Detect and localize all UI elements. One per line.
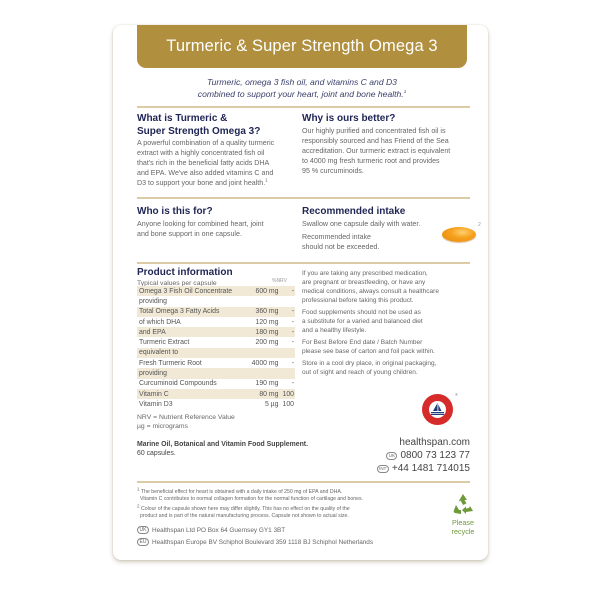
section-heading: Recommended intake xyxy=(302,206,406,217)
nutrient-amount: 190 mg xyxy=(255,380,279,388)
website-link[interactable]: healthspan.com xyxy=(399,437,470,448)
nutrient-nrv xyxy=(281,368,296,378)
supplement-description: Marine Oil, Botanical and Vitamin Food Supplement. 60 capsules. xyxy=(137,441,309,457)
advice-diet: Food supplements should not be used as a substitute for a varied and balanced diet and a healthy lifestyle. xyxy=(302,309,423,334)
divider xyxy=(137,106,470,108)
section-heading: Why is ours better? xyxy=(302,113,396,124)
advice-storage: Store in a cool dry place, in original packaging, out of sight and reach of young children. xyxy=(302,360,437,376)
nutrient-nrv: - xyxy=(291,380,294,388)
recycle-icon xyxy=(451,492,475,516)
advice-medication: If you are taking any prescribed medication, are pregnant or breastfeeding, or have any medical conditions, always consult a healthcare professional before taking this product. xyxy=(302,270,439,304)
nutrient-nrv: - xyxy=(291,318,294,326)
nutrient-name: and EPA xyxy=(137,327,245,337)
divider xyxy=(137,197,470,199)
nutrient-nrv xyxy=(281,348,296,358)
divider xyxy=(137,262,470,264)
footnote-2: $^2$ Colour of the capsule shown here may differ slightly. This has no effect on the quality of the product and is part of the natural manufacturing process. Capsule not shown to actual size. xyxy=(137,503,350,520)
section-who-for xyxy=(137,206,297,239)
nutrient-amount: 4000 mg xyxy=(251,359,279,367)
section-heading: Super Strength Omega 3? xyxy=(137,125,261,137)
section-body: Our highly purified and concentrated fish oil is responsibly sourced and has Friend of the Sea accreditation. Our turmeric extract is equivalent to 4000 mg fresh turmeric root and provides 95 % curcuminoids. xyxy=(302,126,451,175)
section-body: A powerful combination of a quality turmeric extract with a highly concentrated fish oil that's rich in the beneficial fatty acids DHA and EPA. We've also added vitamins C and D3 to support your bone and joint health.$^1$ xyxy=(137,139,275,187)
tagline xyxy=(137,76,467,100)
nutrient-amount: 360 mg xyxy=(245,307,280,317)
nutrient-amount xyxy=(245,348,280,358)
product-title-banner: Turmeric & Super Strength Omega 3 xyxy=(137,25,467,68)
nutrient-name: of which DHA xyxy=(139,318,181,326)
uk-badge-icon: UK xyxy=(137,526,149,534)
nrv-column-header: %NRV xyxy=(272,278,287,284)
nutrient-amount: 120 mg xyxy=(255,318,279,326)
footnote-1: $^1$ The beneficial effect for heart is obtained with a daily intake of 250 mg of EPA and DHA. Vitamin C contributes to normal collagen formation for the normal function of cartilage and bones. xyxy=(137,486,364,503)
tagline-line-1: Turmeric, omega 3 fish oil, and vitamins C and D3 xyxy=(207,77,397,87)
international-phone[interactable]: INT +44 1481 714015 xyxy=(377,463,470,474)
nutrient-nrv: 100 xyxy=(282,400,294,408)
nutrient-amount xyxy=(245,368,280,378)
address-uk: UK Healthspan Ltd PO Box 64 Guernsey GY1 3BT xyxy=(137,526,285,534)
nutrition-table xyxy=(137,286,295,410)
nutrient-amount: 200 mg xyxy=(255,339,279,347)
section-body: Anyone looking for combined heart, joint and bone support in one capsule. xyxy=(137,219,264,238)
advice-text xyxy=(302,269,472,377)
product-info-subheading: Typical values per capsule xyxy=(137,279,217,287)
nutrient-name: Vitamin D3 xyxy=(139,400,173,408)
nutrient-name: Curcuminoid Compounds xyxy=(139,380,217,388)
section-heading: Who is this for? xyxy=(137,206,213,217)
nutrient-amount: 180 mg xyxy=(245,327,280,337)
capsule-image xyxy=(442,227,476,242)
nutrition-row xyxy=(137,337,295,347)
nutrient-nrv: - xyxy=(291,339,294,347)
uk-phone[interactable]: UK 0800 73 123 77 xyxy=(386,450,470,461)
nutrition-row xyxy=(137,286,295,296)
section-what-is xyxy=(137,113,297,188)
nutrient-name: Vitamin C xyxy=(137,389,245,399)
divider xyxy=(137,481,470,483)
nutrient-name: providing xyxy=(139,297,167,305)
nutrient-name: providing xyxy=(137,368,245,378)
address-eu: EU Healthspan Europe BV Schiphol Boulevard 359 1118 BJ Schiphol Netherlands xyxy=(137,538,373,546)
product-info-header xyxy=(137,267,233,288)
nutrient-nrv: - xyxy=(281,286,296,296)
nutrient-nrv: 100 xyxy=(282,390,294,398)
nutrition-row xyxy=(137,389,295,399)
nutrition-row xyxy=(137,379,295,389)
nutrient-nrv: - xyxy=(281,327,296,337)
nutrient-amount: 5 µg xyxy=(264,400,279,408)
nutrition-row xyxy=(137,317,295,327)
table-legend: NRV = Nutrient Reference Value µg = micrograms xyxy=(137,414,235,430)
nutrition-row xyxy=(137,368,295,378)
nutrient-name: Total Omega 3 Fatty Acids xyxy=(137,307,245,317)
advice-best-before: For Best Before End date / Batch Number please see base of carton and foil pack within. xyxy=(302,339,435,355)
section-why-better xyxy=(302,113,472,176)
recycle-badge: Please recycle xyxy=(438,492,488,536)
nutrition-row xyxy=(137,307,295,317)
nutrition-row xyxy=(137,327,295,337)
nutrient-amount: 80 mg xyxy=(245,389,280,399)
tagline-line-2: combined to support your heart, joint and bone health.$^1$ xyxy=(197,89,407,99)
friend-of-the-sea-logo xyxy=(422,394,453,425)
nutrient-nrv: - xyxy=(281,307,296,317)
eu-badge-icon: EU xyxy=(137,538,149,546)
int-badge-icon: INT xyxy=(377,465,389,473)
nutrition-row xyxy=(137,358,295,368)
nutrient-name: Fresh Turmeric Root xyxy=(139,359,202,367)
nutrition-row xyxy=(137,399,295,409)
section-heading: What is Turmeric & xyxy=(137,113,228,124)
nutrient-name: Omega 3 Fish Oil Concentrate xyxy=(137,286,245,296)
nutrition-row xyxy=(137,348,295,358)
capsule-footnote-marker: 2 xyxy=(478,222,481,228)
nutrient-nrv xyxy=(281,296,296,306)
sailboat-icon xyxy=(429,401,446,418)
nutrient-amount: 600 mg xyxy=(245,286,280,296)
nutrient-name: Turmeric Extract xyxy=(139,339,190,347)
nutrition-row xyxy=(137,296,295,306)
nutrient-amount xyxy=(245,296,280,306)
uk-badge-icon: UK xyxy=(386,452,397,460)
nutrient-nrv: - xyxy=(291,359,294,367)
section-heading: Product information xyxy=(137,267,233,278)
nutrient-name: equivalent to xyxy=(137,348,245,358)
section-recommended-intake: Recommended intake Swallow one capsule daily with water. Recommended intake should not be exceeded. xyxy=(302,206,472,252)
